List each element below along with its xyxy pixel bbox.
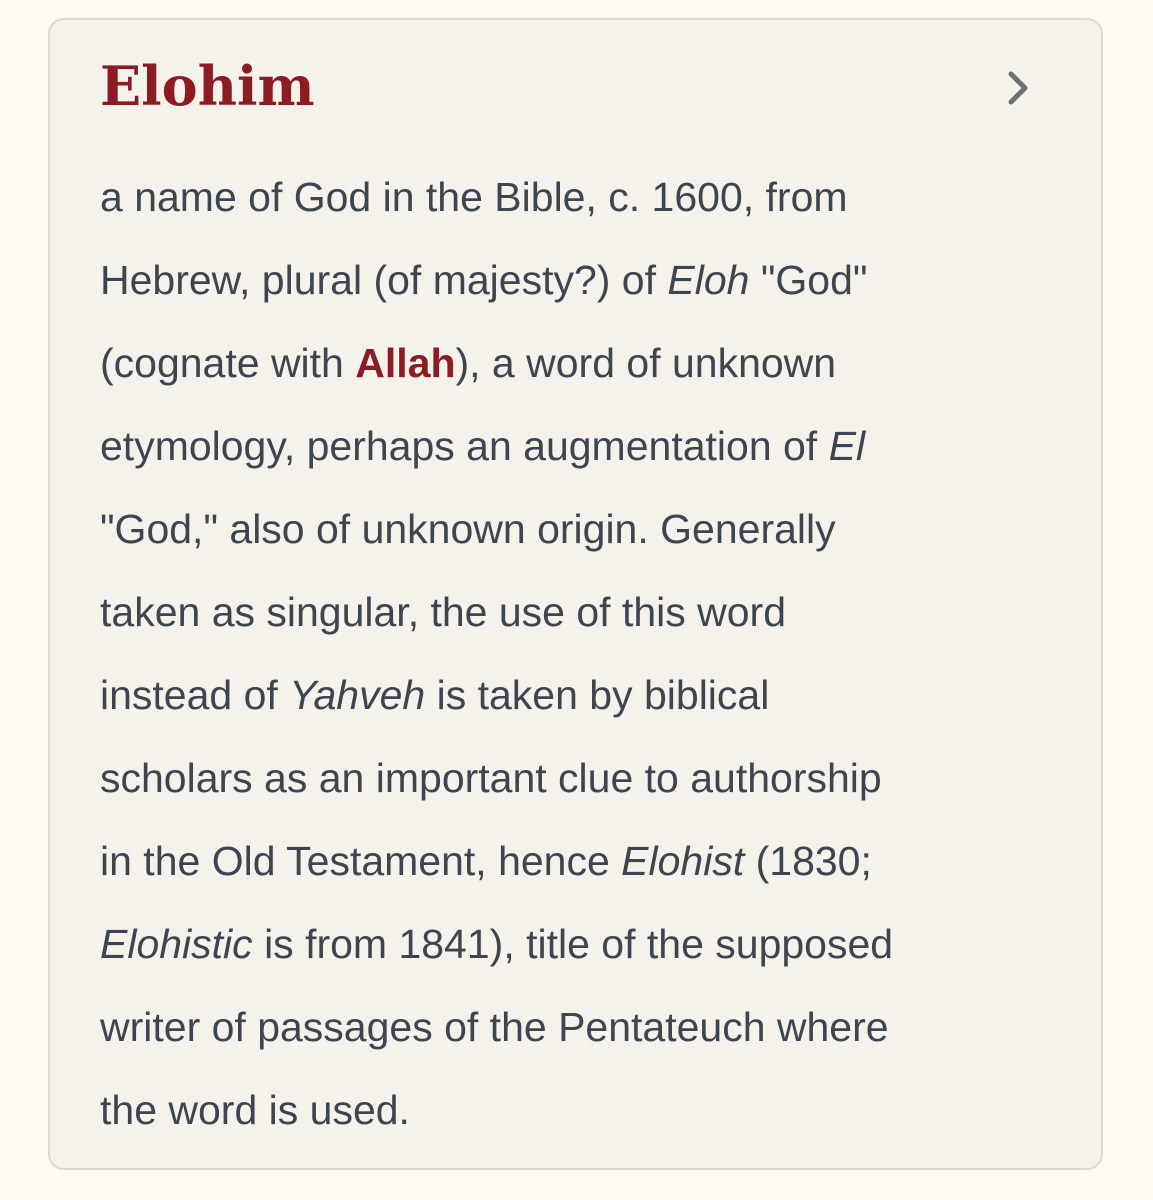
italic-term: Yahveh	[289, 672, 426, 718]
italic-term: Elohist	[621, 838, 745, 884]
definition-text-segment: instead of	[100, 672, 290, 718]
definition-text-segment: scholars as an important clue to authorship	[100, 755, 882, 801]
definition-text-segment: is taken by biblical	[425, 672, 770, 718]
definition-text-segment: the word is used.	[100, 1087, 410, 1133]
definition-text-segment: writer of passages of the Pentateuch where	[100, 1004, 889, 1050]
definition-text-segment: ), a word of unknown	[455, 340, 837, 386]
definition-line	[100, 654, 1080, 737]
definition-text-segment: in the Old Testament, hence	[100, 838, 622, 884]
italic-term: El	[828, 423, 866, 469]
definition-text-segment: Hebrew, plural (of majesty?) of	[100, 257, 668, 303]
definition-text-segment: a name of God in the Bible, c. 1600, from	[100, 174, 848, 220]
italic-term: Elohistic	[100, 921, 253, 967]
chevron-right-icon[interactable]	[998, 66, 1038, 110]
entry-title[interactable]: Elohim	[100, 54, 315, 118]
definition-line	[100, 820, 1080, 903]
definition-line	[100, 1069, 1080, 1152]
definition-line	[100, 986, 1080, 1069]
definition-text	[100, 156, 1080, 1152]
definition-text-segment: "God"	[749, 257, 868, 303]
definition-line	[100, 405, 1080, 488]
definition-text-segment: taken as singular, the use of this word	[100, 589, 787, 635]
definition-line	[100, 239, 1080, 322]
definition-line	[100, 737, 1080, 820]
definition-text-segment: (1830;	[744, 838, 872, 884]
cross-reference-link[interactable]: Allah	[355, 340, 456, 386]
definition-line	[100, 903, 1080, 986]
italic-term: Eloh	[667, 257, 750, 303]
definition-line	[100, 322, 1080, 405]
definition-text-segment: "God," also of unknown origin. Generally	[100, 506, 836, 552]
definition-line	[100, 488, 1080, 571]
definition-text-segment: is from 1841), title of the supposed	[252, 921, 894, 967]
definition-text-segment: (cognate with	[100, 340, 356, 386]
definition-line	[100, 156, 1080, 239]
definition-card	[48, 18, 1103, 1170]
definition-text-segment: etymology, perhaps an augmentation of	[100, 423, 829, 469]
definition-line	[100, 571, 1080, 654]
